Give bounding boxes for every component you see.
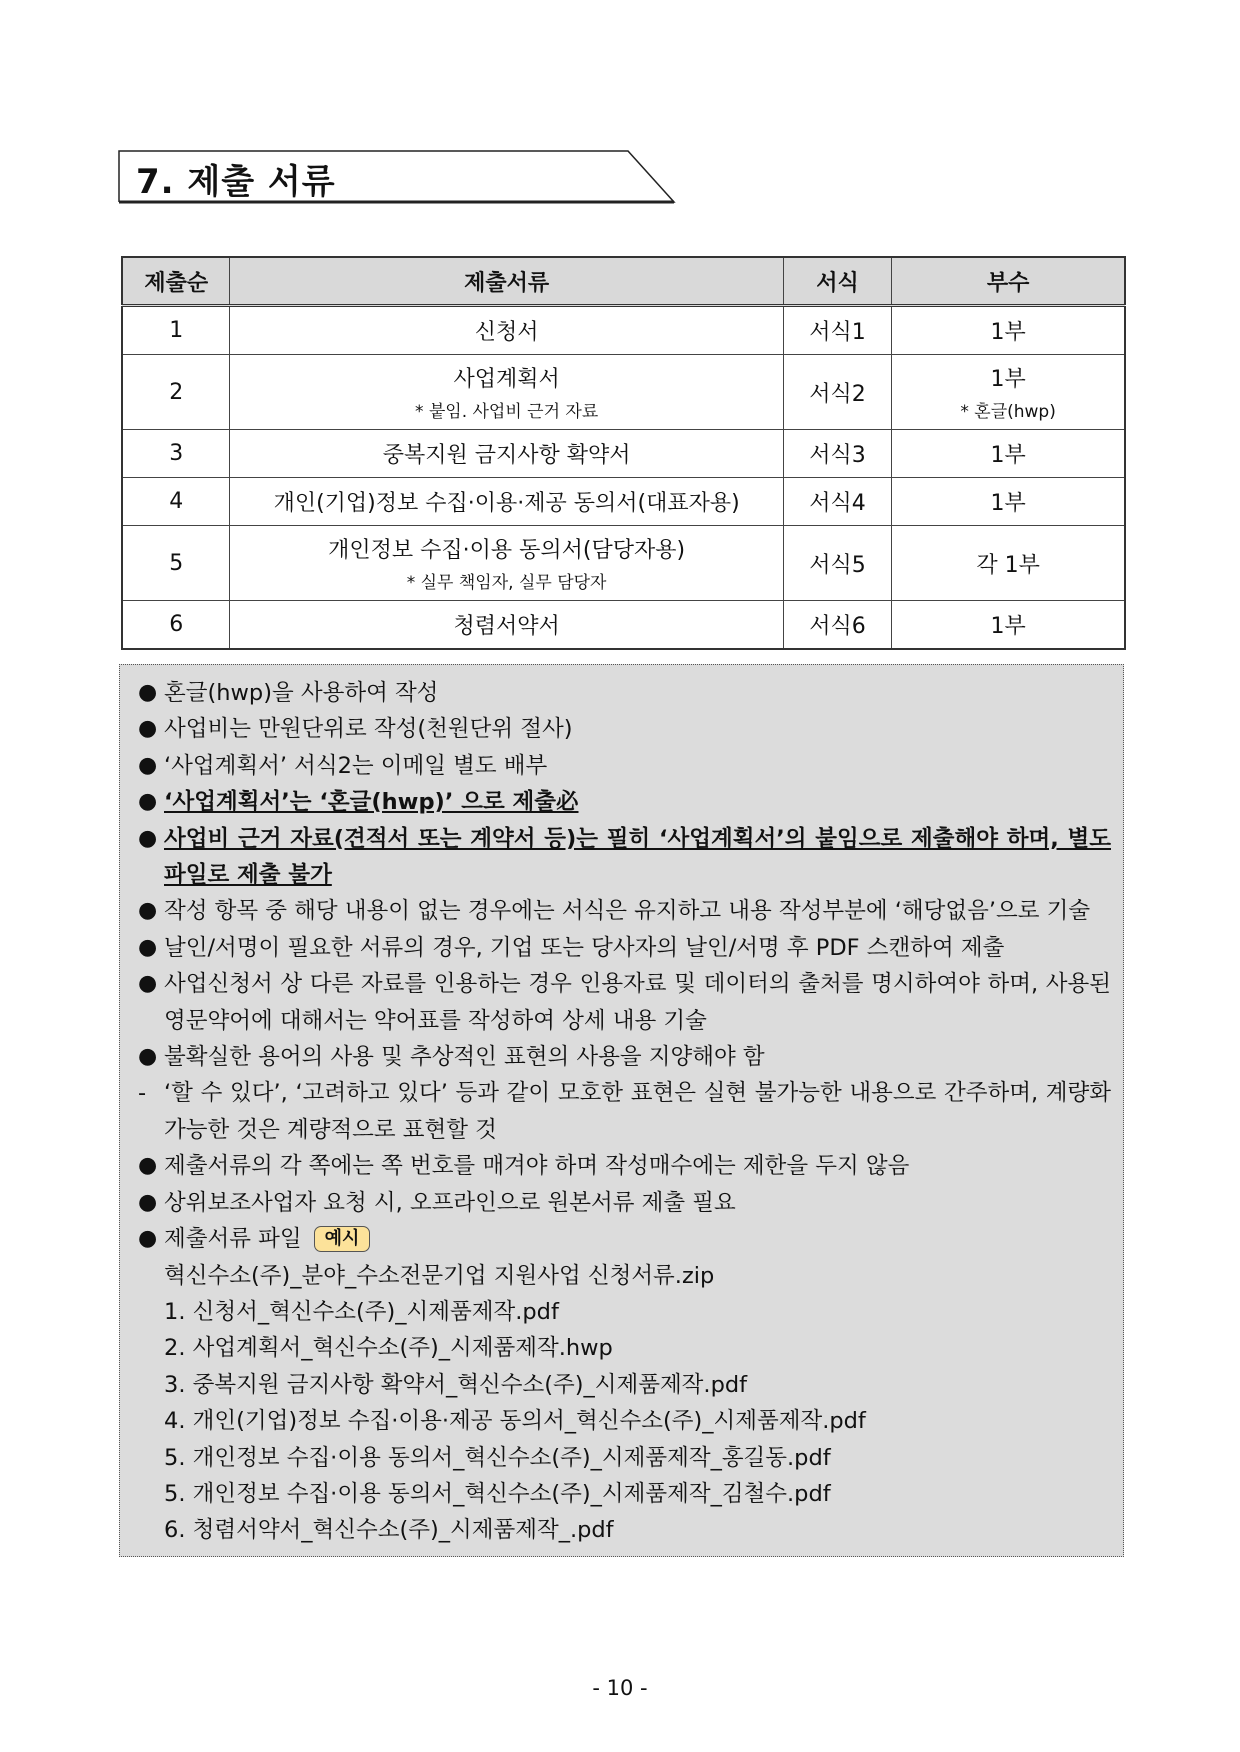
note-text: 상위보조사업자 요청 시, 오프라인으로 원본서류 제출 필요 [164,1189,736,1216]
row-order: 2 [122,355,230,430]
row-document: 개인정보 수집·이용 동의서(담당자용) [328,538,686,563]
table-header-row [122,257,1125,306]
row-form: 서식4 [783,478,891,526]
table-row [122,306,1125,355]
bullet-icon: ● [138,1226,158,1252]
row-order: 1 [122,306,230,355]
bullet-icon: ● [138,1044,158,1070]
row-form: 서식6 [783,601,891,650]
row-document: 개인(기업)정보 수집·이용·제공 동의서(대표자용) [230,478,783,526]
row-document-note: * 실무 책임자, 실무 담당자 [406,573,607,593]
file-name: 2. 사업계획서_혁신수소(주)_시제품제작.hwp [164,1335,613,1362]
row-form: 서식1 [783,306,891,355]
row-document: 중복지원 금지사항 확약서 [230,430,783,478]
section-heading [118,150,676,204]
row-order: 3 [122,430,230,478]
header-document: 제출서류 [230,257,783,306]
bullet-icon: ● [138,716,158,742]
table-row [122,430,1125,478]
file-name: 4. 개인(기업)정보 수집·이용·제공 동의서_혁신수소(주)_시제품제작.pdf [164,1408,866,1435]
header-order: 제출순 [122,257,230,306]
bullet-icon: ● [138,971,158,997]
file-item-label: 제출서류 파일 [164,1226,302,1253]
note-text: 작성 항목 중 해당 내용이 없는 경우에는 서식은 유지하고 내용 작성부분에 ‘해당없음’으로 기술 [164,898,1091,925]
note-text: 제출서류의 각 쪽에는 쪽 번호를 매겨야 하며 작성매수에는 제한을 두지 않음 [164,1153,910,1180]
bullet-icon: ● [138,934,158,960]
row-form: 서식3 [783,430,891,478]
file-list [136,1258,1111,1549]
note-text: 혼글(hwp)을 사용하여 작성 [164,680,439,706]
note-item [136,675,1111,711]
file-name: 6. 청렴서약서_혁신수소(주)_시제품제작_.pdf [164,1517,614,1544]
section-title: 7. 제출 서류 [136,162,336,202]
row-order: 6 [122,601,230,650]
row-document-cell [230,355,783,430]
note-item [136,893,1111,929]
bullet-icon: ● [138,1189,158,1215]
file-name: 3. 중복지원 금지사항 확약서_혁신수소(주)_시제품제작.pdf [164,1371,748,1398]
row-form: 서식5 [783,526,891,601]
row-copies: 1부 [892,430,1125,478]
note-item [136,930,1111,966]
file-name: 1. 신청서_혁신수소(주)_시제품제작.pdf [164,1298,559,1325]
file-name: 혁신수소(주)_분야_수소전문기업 지원사업 신청서류.zip [164,1262,715,1289]
note-item [136,1185,1111,1221]
example-badge: 예시 [314,1226,371,1252]
header-form: 서식 [783,257,891,306]
bullet-icon: ● [138,789,158,815]
bullet-icon: ● [138,825,158,851]
row-copies-cell [892,355,1125,430]
note-text: 날인/서명이 필요한 서류의 경우, 기업 또는 당사자의 날인/서명 후 PDF 스캔하여 제출 [164,934,1005,961]
note-text-emphasis: ‘사업계획서’는 ‘혼글(hwp)’ 으로 제출必 [164,789,579,816]
row-document-cell [230,526,783,601]
note-item [136,1039,1111,1075]
note-text: 사업비는 만원단위로 작성(천원단위 절사) [164,716,573,743]
row-copies-note: * 혼글(hwp) [960,402,1056,422]
row-document: 사업계획서 [453,367,560,392]
note-item [136,1221,1111,1257]
table-row [122,478,1125,526]
note-text-emphasis: 사업비 근거 자료(견적서 또는 계약서 등)는 필히 ‘사업계획서’의 붙임으로 제출해야 하며, 별도 파일로 제출 불가 [164,825,1111,889]
note-text: ‘사업계획서’ 서식2는 이메일 별도 배부 [164,752,548,779]
bullet-icon: ● [138,680,158,705]
file-name: 5. 개인정보 수집·이용 동의서_혁신수소(주)_시제품제작_김철수.pdf [164,1480,831,1507]
row-copies: 1부 [892,478,1125,526]
note-item [136,784,1111,820]
note-item [136,1148,1111,1184]
note-item [136,966,1111,1039]
table-row [122,601,1125,650]
note-text: ‘할 수 있다’, ‘고려하고 있다’ 등과 같이 모호한 표현은 실현 불가능한 내용으로 간주하며, 계량화 가능한 것은 계량적으로 표현할 것 [164,1080,1111,1143]
row-copies: 1부 [892,601,1125,650]
table-row [122,355,1125,430]
page-number: - 10 - [592,1676,648,1700]
note-sub-item [136,1075,1111,1148]
documents-table [121,256,1126,650]
bullet-icon: ● [138,1153,158,1179]
bullet-icon: ● [138,752,158,778]
header-copies: 부수 [892,257,1125,306]
row-document: 청렴서약서 [230,601,783,650]
row-document-note: * 붙임. 사업비 근거 자료 [414,402,599,422]
note-item [136,748,1111,784]
dash-marker: - [138,1080,147,1107]
row-form: 서식2 [783,355,891,430]
row-copies: 1부 [892,306,1125,355]
note-item [136,711,1111,747]
notes-box [119,664,1124,1557]
row-order: 5 [122,526,230,601]
row-order: 4 [122,478,230,526]
note-text: 사업신청서 상 다른 자료를 인용하는 경우 인용자료 및 데이터의 출처를 명시하여야 하며, 사용된 영문약어에 대해서는 약어표를 작성하여 상세 내용 기술 [164,971,1111,1034]
row-copies: 각 1부 [892,526,1125,601]
row-copies: 1부 [990,367,1026,392]
note-text: 불확실한 용어의 사용 및 추상적인 표현의 사용을 지양해야 함 [164,1044,765,1071]
table-row [122,526,1125,601]
note-item [136,821,1111,894]
file-name: 5. 개인정보 수집·이용 동의서_혁신수소(주)_시제품제작_홍길동.pdf [164,1444,831,1471]
bullet-icon: ● [138,898,158,924]
row-document: 신청서 [230,306,783,355]
